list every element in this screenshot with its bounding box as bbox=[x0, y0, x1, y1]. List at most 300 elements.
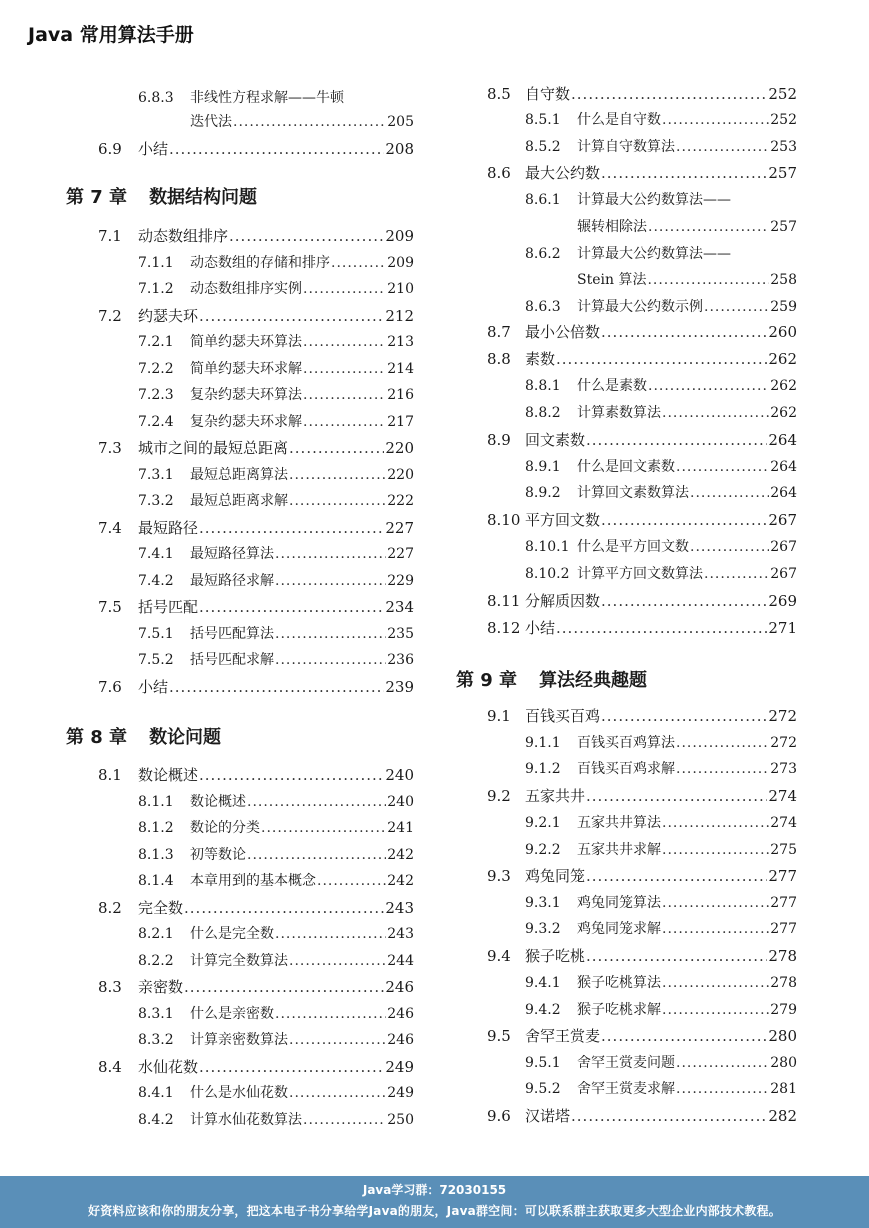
toc-leader-dots bbox=[303, 360, 386, 378]
toc-title: 什么是水仙花数 bbox=[190, 1085, 288, 1101]
toc-subsection-entry[interactable] bbox=[190, 113, 414, 131]
toc-number: 9.2.2 bbox=[525, 842, 561, 858]
toc-section-entry[interactable] bbox=[487, 947, 797, 965]
toc-subsection-entry[interactable] bbox=[525, 894, 797, 912]
toc-subsection-entry[interactable] bbox=[138, 466, 414, 484]
toc-number: 7.3 bbox=[98, 439, 122, 457]
toc-title: 小结 bbox=[138, 678, 169, 696]
toc-subsection-entry[interactable] bbox=[138, 846, 414, 864]
toc-number: 8.6.1 bbox=[525, 192, 561, 208]
toc-leader-dots bbox=[289, 439, 384, 457]
toc-title: 水仙花数 bbox=[138, 1058, 199, 1076]
toc-title: 计算素数算法 bbox=[577, 405, 661, 421]
toc-page-number: 227 bbox=[387, 546, 414, 562]
toc-title: 小结 bbox=[525, 619, 556, 637]
toc-leader-dots bbox=[676, 760, 769, 778]
chapter-number: 第 9 章 bbox=[456, 670, 518, 691]
toc-subsection-entry[interactable] bbox=[525, 1054, 797, 1072]
chapter-title: 算法经典趣题 bbox=[539, 670, 648, 691]
toc-leader-dots bbox=[690, 484, 769, 502]
toc-page-number: 259 bbox=[770, 299, 797, 315]
toc-title: 最大公约数 bbox=[525, 164, 601, 182]
toc-leader-dots bbox=[662, 920, 769, 938]
toc-page-number: 272 bbox=[770, 735, 797, 751]
toc-title: 回文素数 bbox=[525, 431, 586, 449]
toc-number: 9.1.1 bbox=[525, 735, 561, 751]
toc-number: 8.11 bbox=[487, 592, 521, 610]
chapter-number: 第 8 章 bbox=[66, 727, 128, 748]
toc-leader-dots bbox=[331, 254, 386, 272]
toc-title: 什么是亲密数 bbox=[190, 1006, 274, 1022]
toc-leader-dots bbox=[229, 227, 384, 245]
toc-leader-dots bbox=[169, 678, 384, 696]
toc-subsection-entry[interactable] bbox=[138, 952, 414, 970]
chapter-title: 数论问题 bbox=[149, 727, 222, 748]
toc-title: 舍罕王赏麦求解 bbox=[577, 1081, 675, 1097]
toc-leader-dots bbox=[289, 1084, 386, 1102]
toc-leader-dots bbox=[199, 1058, 384, 1076]
toc-title: 约瑟夫环 bbox=[138, 307, 199, 325]
toc-page-number: 272 bbox=[768, 707, 797, 725]
toc-subsection-entry[interactable] bbox=[138, 925, 414, 943]
toc-title: 什么是回文素数 bbox=[577, 459, 675, 475]
toc-leader-dots bbox=[662, 974, 769, 992]
toc-title: 计算水仙花数算法 bbox=[190, 1112, 302, 1128]
toc-leader-dots bbox=[556, 619, 767, 637]
toc-subsection-entry[interactable] bbox=[525, 565, 797, 583]
toc-title: 数论概述 bbox=[190, 794, 246, 810]
toc-page-number: 277 bbox=[770, 921, 797, 937]
toc-title: 非线性方程求解——牛顿 bbox=[190, 90, 344, 106]
toc-leader-dots bbox=[676, 734, 769, 752]
toc-subsection-entry[interactable] bbox=[577, 271, 797, 289]
toc-leader-dots bbox=[289, 492, 386, 510]
toc-page-number: 282 bbox=[768, 1107, 797, 1125]
toc-leader-dots bbox=[601, 323, 767, 341]
toc-leader-dots bbox=[662, 894, 769, 912]
toc-section-entry[interactable] bbox=[98, 519, 414, 537]
toc-page-number: 217 bbox=[387, 414, 414, 430]
toc-leader-dots bbox=[586, 431, 767, 449]
toc-page-number: 241 bbox=[387, 820, 414, 836]
toc-number: 6.8.3 bbox=[138, 90, 174, 106]
toc-page-number: 262 bbox=[770, 405, 797, 421]
toc-subsection-entry[interactable] bbox=[525, 920, 797, 938]
toc-section-entry[interactable] bbox=[487, 164, 797, 182]
toc-number: 7.2.1 bbox=[138, 334, 174, 350]
toc-page-number: 209 bbox=[385, 227, 414, 245]
toc-number: 8.1.1 bbox=[138, 794, 174, 810]
toc-page-number: 210 bbox=[387, 281, 414, 297]
toc-page-number: 277 bbox=[768, 867, 797, 885]
toc-page-number: 234 bbox=[385, 598, 414, 616]
toc-number: 8.2.2 bbox=[138, 953, 174, 969]
toc-subsection-entry[interactable] bbox=[138, 254, 414, 272]
toc-title: 计算自守数算法 bbox=[577, 139, 675, 155]
chapter-heading bbox=[66, 723, 221, 749]
toc-leader-dots bbox=[676, 458, 769, 476]
toc-page-number: 264 bbox=[770, 459, 797, 475]
toc-leader-dots bbox=[261, 819, 386, 837]
toc-subsection-entry[interactable] bbox=[138, 651, 414, 669]
toc-leader-dots bbox=[275, 925, 386, 943]
toc-title: 复杂约瑟夫环求解 bbox=[190, 414, 302, 430]
toc-number: 8.8.1 bbox=[525, 378, 561, 394]
toc-page-number: 260 bbox=[768, 323, 797, 341]
toc-page-number: 278 bbox=[768, 947, 797, 965]
footer-notice-line: 好资料应该和你的朋友分享，把这本电子书分享给学Java的朋友，Java群空间：可以联系群主获取更多大型企业内部技术教程。 bbox=[88, 1204, 781, 1218]
toc-title: 什么是平方回文数 bbox=[577, 539, 689, 555]
toc-number: 8.8.2 bbox=[525, 405, 561, 421]
toc-number: 8.9.2 bbox=[525, 485, 561, 501]
toc-section-entry[interactable] bbox=[487, 85, 797, 103]
toc-subsection-entry[interactable] bbox=[138, 545, 414, 563]
toc-leader-dots bbox=[275, 625, 386, 643]
toc-subsection-entry[interactable] bbox=[525, 1001, 797, 1019]
toc-number: 8.10 bbox=[487, 511, 521, 529]
toc-section-entry[interactable] bbox=[98, 1058, 414, 1076]
toc-number: 6.9 bbox=[98, 140, 122, 158]
toc-page-number: 213 bbox=[387, 334, 414, 350]
toc-title: 计算回文素数算法 bbox=[577, 485, 689, 501]
toc-number: 8.3.2 bbox=[138, 1032, 174, 1048]
toc-page-number: 236 bbox=[387, 652, 414, 668]
toc-section-entry[interactable] bbox=[98, 899, 414, 917]
toc-subsection-entry[interactable] bbox=[138, 625, 414, 643]
toc-number: 8.4.1 bbox=[138, 1085, 174, 1101]
toc-number: 8.3 bbox=[98, 978, 122, 996]
toc-leader-dots bbox=[690, 538, 769, 556]
toc-title: 复杂约瑟夫环算法 bbox=[190, 387, 302, 403]
toc-title: 百钱买百鸡算法 bbox=[577, 735, 675, 751]
toc-number: 7.4 bbox=[98, 519, 122, 537]
toc-page-number: 262 bbox=[768, 350, 797, 368]
toc-page-number: 275 bbox=[770, 842, 797, 858]
toc-leader-dots bbox=[275, 1005, 386, 1023]
toc-subsection-entry[interactable] bbox=[138, 1084, 414, 1102]
toc-section-entry[interactable] bbox=[487, 350, 797, 368]
toc-title: 五家共井求解 bbox=[577, 842, 661, 858]
toc-title: 计算平方回文数算法 bbox=[577, 566, 703, 582]
toc-leader-dots bbox=[704, 565, 769, 583]
toc-section-entry[interactable] bbox=[487, 619, 797, 637]
toc-page-number: 277 bbox=[770, 895, 797, 911]
toc-title: 最短总距离求解 bbox=[190, 493, 288, 509]
toc-title: 动态数组排序实例 bbox=[190, 281, 302, 297]
toc-page-number: 246 bbox=[387, 1032, 414, 1048]
toc-subsection-entry[interactable] bbox=[525, 458, 797, 476]
toc-number: 8.7 bbox=[487, 323, 511, 341]
toc-title: 素数 bbox=[525, 350, 556, 368]
toc-page-number: 239 bbox=[385, 678, 414, 696]
toc-leader-dots bbox=[247, 846, 386, 864]
toc-leader-dots bbox=[233, 113, 386, 131]
toc-number: 8.5 bbox=[487, 85, 511, 103]
toc-number: 9.4.1 bbox=[525, 975, 561, 991]
toc-number: 8.12 bbox=[487, 619, 521, 637]
toc-title: 五家共井 bbox=[525, 787, 586, 805]
toc-subsection-entry[interactable] bbox=[138, 333, 414, 351]
toc-number: 8.5.1 bbox=[525, 112, 561, 128]
chapter-number: 第 7 章 bbox=[66, 187, 128, 208]
toc-section-entry[interactable] bbox=[487, 431, 797, 449]
toc-section-entry[interactable] bbox=[98, 307, 414, 325]
toc-subsection-entry[interactable] bbox=[525, 1080, 797, 1098]
toc-subsection-entry[interactable] bbox=[138, 572, 414, 590]
toc-number: 7.1 bbox=[98, 227, 122, 245]
toc-number: 9.5 bbox=[487, 1027, 511, 1045]
toc-page-number: 253 bbox=[770, 139, 797, 155]
toc-section-entry[interactable] bbox=[98, 978, 414, 996]
footer-banner bbox=[0, 1176, 869, 1228]
toc-page-number: 252 bbox=[768, 85, 797, 103]
toc-leader-dots bbox=[571, 85, 767, 103]
toc-page-number: 267 bbox=[768, 511, 797, 529]
toc-title: 最短路径 bbox=[138, 519, 199, 537]
toc-leader-dots bbox=[289, 466, 386, 484]
toc-title: 最短路径求解 bbox=[190, 573, 274, 589]
toc-leader-dots bbox=[303, 1111, 386, 1129]
toc-subsection-entry[interactable] bbox=[138, 413, 414, 431]
toc-number: 7.1.2 bbox=[138, 281, 174, 297]
toc-leader-dots bbox=[662, 404, 769, 422]
toc-page-number: 212 bbox=[385, 307, 414, 325]
toc-page-number: 278 bbox=[770, 975, 797, 991]
toc-subsection-entry[interactable] bbox=[138, 360, 414, 378]
toc-number: 7.6 bbox=[98, 678, 122, 696]
toc-subsection-entry[interactable] bbox=[525, 191, 797, 209]
toc-number: 8.1.2 bbox=[138, 820, 174, 836]
toc-page-number: 222 bbox=[387, 493, 414, 509]
toc-subsection-entry[interactable] bbox=[525, 760, 797, 778]
toc-title: 汉诺塔 bbox=[525, 1107, 571, 1125]
toc-leader-dots bbox=[199, 519, 384, 537]
toc-title: 分解质因数 bbox=[525, 592, 601, 610]
toc-page-number: 267 bbox=[770, 539, 797, 555]
toc-title: 括号匹配算法 bbox=[190, 626, 274, 642]
toc-leader-dots bbox=[676, 1054, 769, 1072]
toc-subsection-entry[interactable] bbox=[525, 734, 797, 752]
toc-number: 9.1 bbox=[487, 707, 511, 725]
toc-subsection-entry[interactable] bbox=[525, 841, 797, 859]
toc-leader-dots bbox=[275, 545, 386, 563]
toc-section-entry[interactable] bbox=[487, 1027, 797, 1045]
toc-title: 辗转相除法 bbox=[577, 219, 647, 235]
toc-subsection-entry[interactable] bbox=[138, 1031, 414, 1049]
toc-title: 猴子吃桃算法 bbox=[577, 975, 661, 991]
toc-page-number: 279 bbox=[770, 1002, 797, 1018]
toc-title: 数论概述 bbox=[138, 766, 199, 784]
toc-page-number: 252 bbox=[770, 112, 797, 128]
toc-page-number: 264 bbox=[768, 431, 797, 449]
toc-number: 8.9 bbox=[487, 431, 511, 449]
toc-number: 8.3.1 bbox=[138, 1006, 174, 1022]
toc-number: 9.6 bbox=[487, 1107, 511, 1125]
toc-number: 7.4.2 bbox=[138, 573, 174, 589]
toc-leader-dots bbox=[586, 947, 767, 965]
toc-page-number: 242 bbox=[387, 847, 414, 863]
toc-leader-dots bbox=[184, 899, 384, 917]
toc-subsection-entry[interactable] bbox=[525, 814, 797, 832]
toc-leader-dots bbox=[275, 572, 386, 590]
toc-title: 鸡兔同笼求解 bbox=[577, 921, 661, 937]
toc-leader-dots bbox=[704, 298, 769, 316]
toc-title: 初等数论 bbox=[190, 847, 246, 863]
chapter-heading bbox=[66, 183, 257, 209]
toc-title: 完全数 bbox=[138, 899, 184, 917]
toc-number: 7.5 bbox=[98, 598, 122, 616]
toc-title: 百钱买百鸡求解 bbox=[577, 761, 675, 777]
toc-section-entry[interactable] bbox=[98, 227, 414, 245]
toc-leader-dots bbox=[601, 164, 767, 182]
toc-page-number: 280 bbox=[768, 1027, 797, 1045]
toc-section-entry[interactable] bbox=[98, 598, 414, 616]
toc-page-number: 264 bbox=[770, 485, 797, 501]
toc-subsection-entry[interactable] bbox=[138, 280, 414, 298]
toc-title: 计算亲密数算法 bbox=[190, 1032, 288, 1048]
toc-page-number: 214 bbox=[387, 361, 414, 377]
toc-title: 鸡兔同笼算法 bbox=[577, 895, 661, 911]
toc-subsection-entry[interactable] bbox=[138, 89, 414, 107]
toc-subsection-entry[interactable] bbox=[525, 377, 797, 395]
toc-title: 简单约瑟夫环求解 bbox=[190, 361, 302, 377]
toc-leader-dots bbox=[303, 386, 386, 404]
toc-section-entry[interactable] bbox=[98, 140, 414, 158]
toc-subsection-entry[interactable] bbox=[525, 974, 797, 992]
toc-number: 9.2 bbox=[487, 787, 511, 805]
toc-leader-dots bbox=[676, 1080, 769, 1098]
toc-section-entry[interactable] bbox=[487, 1107, 797, 1125]
toc-page-number: 280 bbox=[770, 1055, 797, 1071]
toc-number: 7.5.2 bbox=[138, 652, 174, 668]
toc-leader-dots bbox=[662, 111, 769, 129]
toc-page-number: 250 bbox=[387, 1112, 414, 1128]
toc-page-number: 216 bbox=[387, 387, 414, 403]
toc-number: 8.6 bbox=[487, 164, 511, 182]
toc-leader-dots bbox=[303, 333, 386, 351]
toc-number: 8.5.2 bbox=[525, 139, 561, 155]
toc-title: 计算最大公约数算法—— bbox=[577, 246, 731, 262]
toc-leader-dots bbox=[289, 952, 386, 970]
toc-section-entry[interactable] bbox=[487, 867, 797, 885]
toc-section-entry[interactable] bbox=[487, 592, 797, 610]
toc-number: 7.2.2 bbox=[138, 361, 174, 377]
toc-title: 计算最大公约数示例 bbox=[577, 299, 703, 315]
toc-page-number: 262 bbox=[770, 378, 797, 394]
toc-leader-dots bbox=[303, 280, 386, 298]
toc-subsection-entry[interactable] bbox=[525, 111, 797, 129]
toc-subsection-entry[interactable] bbox=[525, 404, 797, 422]
toc-title: 迭代法 bbox=[190, 114, 232, 130]
toc-subsection-entry[interactable] bbox=[138, 793, 414, 811]
toc-page-number: 220 bbox=[387, 467, 414, 483]
toc-title: 最短路径算法 bbox=[190, 546, 274, 562]
toc-number: 9.5.1 bbox=[525, 1055, 561, 1071]
toc-number: 9.1.2 bbox=[525, 761, 561, 777]
toc-subsection-entry[interactable] bbox=[138, 1111, 414, 1129]
toc-subsection-entry[interactable] bbox=[525, 245, 797, 263]
toc-number: 8.4 bbox=[98, 1058, 122, 1076]
toc-title: 动态数组的存储和排序 bbox=[190, 255, 330, 271]
toc-title: 亲密数 bbox=[138, 978, 184, 996]
toc-title: 小结 bbox=[138, 140, 169, 158]
toc-subsection-entry[interactable] bbox=[525, 138, 797, 156]
toc-subsection-entry[interactable] bbox=[577, 218, 797, 236]
toc-number: 8.1 bbox=[98, 766, 122, 784]
toc-number: 7.2 bbox=[98, 307, 122, 325]
toc-subsection-entry[interactable] bbox=[525, 298, 797, 316]
toc-number: 8.1.3 bbox=[138, 847, 174, 863]
toc-title: Stein 算法 bbox=[577, 272, 647, 288]
chapter-title: 数据结构问题 bbox=[149, 187, 258, 208]
toc-leader-dots bbox=[247, 793, 386, 811]
toc-page-number: 267 bbox=[770, 566, 797, 582]
toc-page-number: 246 bbox=[387, 1006, 414, 1022]
toc-leader-dots bbox=[317, 872, 386, 890]
toc-title: 计算最大公约数算法—— bbox=[577, 192, 731, 208]
toc-number: 9.5.2 bbox=[525, 1081, 561, 1097]
toc-title: 五家共井算法 bbox=[577, 815, 661, 831]
toc-leader-dots bbox=[586, 867, 767, 885]
toc-section-entry[interactable] bbox=[487, 707, 797, 725]
toc-subsection-entry[interactable] bbox=[525, 484, 797, 502]
toc-page-number: 246 bbox=[385, 978, 414, 996]
toc-leader-dots bbox=[571, 1107, 767, 1125]
toc-section-entry[interactable] bbox=[98, 766, 414, 784]
toc-number: 9.3.2 bbox=[525, 921, 561, 937]
toc-section-entry[interactable] bbox=[98, 678, 414, 696]
toc-leader-dots bbox=[275, 651, 386, 669]
toc-section-entry[interactable] bbox=[487, 511, 797, 529]
toc-page-number: 269 bbox=[768, 592, 797, 610]
toc-page-number: 257 bbox=[768, 164, 797, 182]
toc-leader-dots bbox=[676, 138, 769, 156]
toc-page-number: 249 bbox=[385, 1058, 414, 1076]
toc-title: 什么是完全数 bbox=[190, 926, 274, 942]
toc-subsection-entry[interactable] bbox=[138, 819, 414, 837]
toc-section-entry[interactable] bbox=[98, 439, 414, 457]
toc-page-number: 243 bbox=[385, 899, 414, 917]
toc-section-entry[interactable] bbox=[487, 787, 797, 805]
toc-title: 本章用到的基本概念 bbox=[190, 873, 316, 889]
toc-leader-dots bbox=[648, 218, 769, 236]
toc-number: 8.10.2 bbox=[525, 566, 570, 582]
toc-page-number: 208 bbox=[385, 140, 414, 158]
toc-subsection-entry[interactable] bbox=[138, 386, 414, 404]
toc-leader-dots bbox=[184, 978, 384, 996]
toc-title: 括号匹配 bbox=[138, 598, 199, 616]
toc-number: 8.8 bbox=[487, 350, 511, 368]
toc-section-entry[interactable] bbox=[487, 323, 797, 341]
toc-title: 最小公倍数 bbox=[525, 323, 601, 341]
toc-page-number: 273 bbox=[770, 761, 797, 777]
toc-leader-dots bbox=[601, 592, 767, 610]
book-title: Java 常用算法手册 bbox=[28, 24, 194, 46]
toc-page-number: 220 bbox=[385, 439, 414, 457]
toc-number: 7.5.1 bbox=[138, 626, 174, 642]
toc-leader-dots bbox=[648, 377, 769, 395]
toc-subsection-entry[interactable] bbox=[138, 1005, 414, 1023]
toc-subsection-entry[interactable] bbox=[525, 538, 797, 556]
toc-page-number: 258 bbox=[770, 272, 797, 288]
toc-number: 9.4.2 bbox=[525, 1002, 561, 1018]
toc-number: 8.2 bbox=[98, 899, 122, 917]
toc-number: 9.3 bbox=[487, 867, 511, 885]
toc-title: 鸡兔同笼 bbox=[525, 867, 586, 885]
toc-title: 动态数组排序 bbox=[138, 227, 229, 245]
toc-subsection-entry[interactable] bbox=[138, 872, 414, 890]
toc-subsection-entry[interactable] bbox=[138, 492, 414, 510]
